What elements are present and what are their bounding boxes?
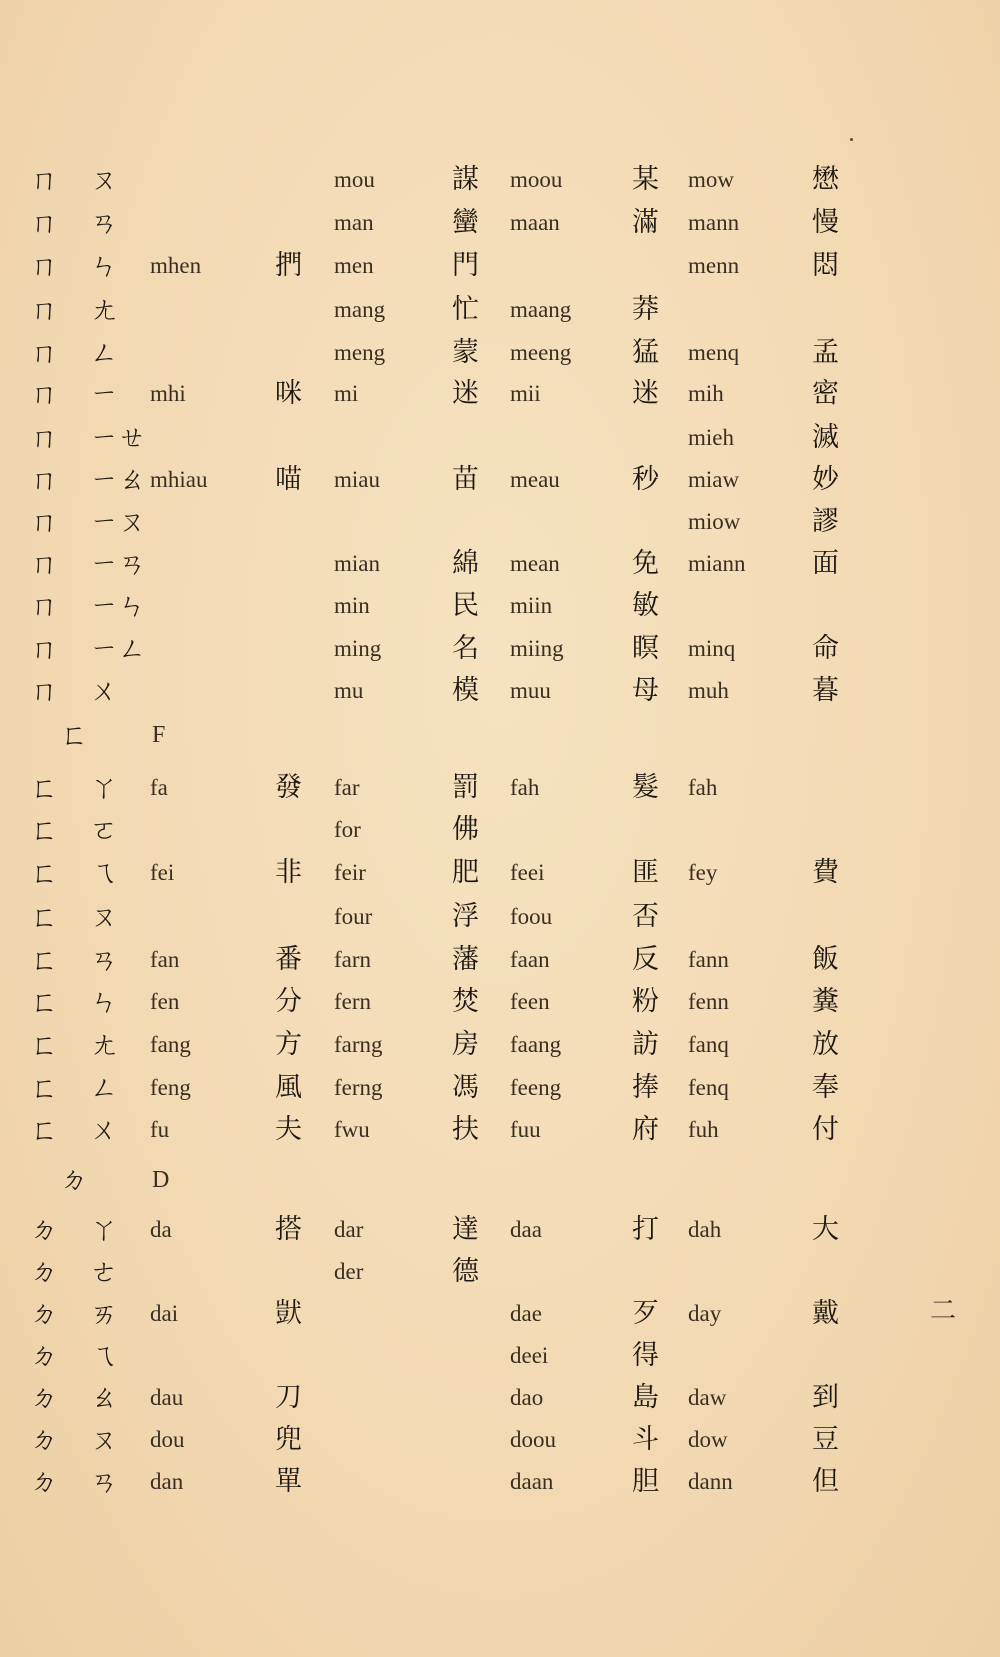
tone3-romanization: feen [510,989,550,1014]
tone4-character: 豆 [812,1424,839,1455]
tone2-romanization: miau [334,467,380,492]
tone3-romanization: doou [510,1427,556,1452]
tone2-romanization: farn [334,947,372,972]
tone4-character: 到 [812,1382,839,1413]
table-row [0,333,1000,373]
table-row [0,940,1000,980]
tone2-romanization: farng [334,1032,383,1057]
tone4-romanization: day [688,1301,722,1326]
zhuyin-final: ㄡ [90,1423,119,1456]
zhuyin-final: ㄣ [90,249,119,282]
tone2-character: 佛 [452,814,479,845]
tone3-character: 免 [632,548,659,579]
zhuyin-final: ㄢ [90,206,119,239]
tone3-romanization: feeng [510,1075,562,1100]
zhuyin-initial: ㄇ [30,674,59,707]
tone4-romanization: miaw [688,467,740,492]
zhuyin-initial: ㄉ [30,1381,59,1414]
tone2-romanization: for [334,817,361,842]
zhuyin-final: ㄛ [90,813,119,846]
tone2-romanization: four [334,904,373,929]
tone4-romanization: fuh [688,1117,719,1142]
section-initial: ㄈ [60,718,89,751]
tone1-romanization: dou [150,1427,185,1452]
zhuyin-initial: ㄈ [30,771,59,804]
tone2-character: 謀 [452,164,479,195]
zhuyin-final: ㄧㄠ [90,463,147,496]
tone1-character: 兜 [275,1424,302,1455]
zhuyin-final: ㄧㄥ [90,632,147,665]
tone1-romanization: fang [150,1032,191,1057]
tone2-character: 德 [452,1256,479,1287]
tone3-character: 髮 [632,772,659,803]
tone2-romanization: ming [334,636,382,661]
tone2-character: 罰 [452,772,479,803]
tone3-character: 某 [632,164,659,195]
zhuyin-initial: ㄈ [30,943,59,976]
zhuyin-initial: ㄈ [30,1113,59,1146]
tone3-romanization: fuu [510,1117,541,1142]
tone4-romanization: mih [688,381,724,406]
section-letter: D [152,1167,170,1193]
tone1-character: 單 [275,1466,302,1497]
table-row [0,460,1000,500]
tone2-character: 扶 [452,1114,479,1145]
tone3-romanization: daa [510,1217,542,1242]
zhuyin-initial: ㄇ [30,293,59,326]
zhuyin-initial: ㄇ [30,163,59,196]
tone1-character: 方 [275,1029,302,1060]
table-row [0,1462,1000,1502]
zhuyin-final: ㄠ [90,1381,119,1414]
table-row [0,1210,1000,1250]
tone2-romanization: mu [334,678,364,703]
table-row [0,982,1000,1022]
table-row [0,246,1000,286]
tone3-character: 反 [632,944,659,975]
zhuyin-initial: ㄈ [30,1028,59,1061]
zhuyin-initial: ㄉ [30,1213,59,1246]
zhuyin-initial: ㄈ [30,900,59,933]
zhuyin-final: ㄢ [90,943,119,976]
tone1-character: 喵 [275,464,302,495]
zhuyin-initial: ㄇ [30,206,59,239]
tone3-character: 府 [632,1114,659,1145]
tone2-character: 浮 [452,901,479,932]
tone2-character: 房 [452,1029,479,1060]
tone1-character: 獃 [275,1298,302,1329]
tone3-romanization: miin [510,593,553,618]
tone2-romanization: ferng [334,1075,383,1100]
tone1-romanization: fan [150,947,180,972]
tone3-character: 島 [632,1382,659,1413]
zhuyin-final: ㄥ [90,1071,119,1104]
zhuyin-final: ㄡ [90,163,119,196]
tone3-romanization: maan [510,210,560,235]
tone4-character: 放 [812,1029,839,1060]
tone4-romanization: fenn [688,989,729,1014]
table-row [0,1110,1000,1150]
zhuyin-initial: ㄇ [30,463,59,496]
tone4-romanization: dah [688,1217,722,1242]
table-row [0,1025,1000,1065]
zhuyin-final: ㄢ [90,1465,119,1498]
table-row [0,1336,1000,1376]
table-row [0,502,1000,542]
zhuyin-final: ㄚ [90,771,119,804]
tone1-romanization: feng [150,1075,191,1100]
tone1-character: 番 [275,944,302,975]
tone4-character: 暮 [812,675,839,706]
tone4-character: 密 [812,378,839,409]
tone2-romanization: min [334,593,370,618]
zhuyin-final: ㄧ [90,377,119,410]
tone4-romanization: menn [688,253,740,278]
zhuyin-initial: ㄈ [30,1071,59,1104]
tone1-romanization: da [150,1217,172,1242]
tone4-romanization: mow [688,167,734,192]
zhuyin-initial: ㄈ [30,813,59,846]
tone4-romanization: mann [688,210,740,235]
tone4-character: 飯 [812,944,839,975]
tone3-character: 否 [632,901,659,932]
zhuyin-initial: ㄇ [30,632,59,665]
tone1-character: 咪 [275,378,302,409]
tone3-character: 猛 [632,337,659,368]
tone4-character: 但 [812,1466,839,1497]
tone4-romanization: fey [688,860,718,885]
tone2-character: 馮 [452,1072,479,1103]
tone4-character: 悶 [812,250,839,281]
zhuyin-final: ㄧㄝ [90,421,147,454]
tone1-character: 夫 [275,1114,302,1145]
tone3-character: 敏 [632,590,659,621]
zhuyin-final: ㄥ [90,336,119,369]
tone3-character: 歹 [632,1298,659,1329]
tone4-character: 糞 [812,986,839,1017]
tone4-character: 大 [812,1214,839,1245]
tone3-romanization: meeng [510,340,572,365]
tone1-character: 風 [275,1072,302,1103]
zhuyin-initial: ㄇ [30,589,59,622]
tone2-character: 模 [452,675,479,706]
tone2-romanization: men [334,253,374,278]
tone3-romanization: daan [510,1469,554,1494]
tone2-romanization: meng [334,340,386,365]
tone4-romanization: miow [688,509,741,534]
tone1-romanization: fu [150,1117,170,1142]
zhuyin-final: ㄞ [90,1297,119,1330]
tone2-character: 苗 [452,464,479,495]
zhuyin-final: ㄨ [90,1113,119,1146]
tone3-romanization: feei [510,860,545,885]
tone4-character: 付 [812,1114,839,1145]
tone4-character: 命 [812,633,839,664]
tone4-romanization: muh [688,678,729,703]
tone1-romanization: fen [150,989,180,1014]
table-row [0,418,1000,458]
table-row [0,1378,1000,1418]
tone3-character: 瞑 [632,633,659,664]
section-letter: F [152,722,166,748]
zhuyin-initial: ㄉ [30,1255,59,1288]
tone4-character: 懋 [812,164,839,195]
zhuyin-initial: ㄇ [30,505,59,538]
tone1-character: 分 [275,986,302,1017]
tone2-character: 藩 [452,944,479,975]
tone3-character: 匪 [632,857,659,888]
tone3-romanization: mean [510,551,560,576]
tone2-romanization: feir [334,860,366,885]
tone4-romanization: minq [688,636,736,661]
tone2-romanization: man [334,210,374,235]
tone2-character: 名 [452,633,479,664]
table-row [0,374,1000,414]
zhuyin-initial: ㄈ [30,856,59,889]
table-row [0,1294,1000,1334]
tone2-romanization: far [334,775,360,800]
table-row [0,810,1000,850]
tone1-character: 刀 [275,1382,302,1413]
zhuyin-final: ㄚ [90,1213,119,1246]
table-row [0,1252,1000,1292]
tone2-romanization: der [334,1259,364,1284]
zhuyin-final: ㄨ [90,674,119,707]
tone4-character: 費 [812,857,839,888]
tone3-character: 莽 [632,294,659,325]
tone3-romanization: mii [510,381,541,406]
table-row [0,853,1000,893]
zhuyin-final: ㄟ [90,1339,119,1372]
tone3-character: 滿 [632,207,659,238]
tone3-romanization: muu [510,678,551,703]
tone3-character: 母 [632,675,659,706]
tone3-romanization: fah [510,775,540,800]
tone4-romanization: dann [688,1469,733,1494]
tone3-romanization: foou [510,904,553,929]
tone4-romanization: menq [688,340,740,365]
zhuyin-initial: ㄈ [30,985,59,1018]
tone4-romanization: miann [688,551,746,576]
zhuyin-final: ㄟ [90,856,119,889]
tone2-character: 肥 [452,857,479,888]
tone3-character: 訪 [632,1029,659,1060]
tone3-romanization: faang [510,1032,562,1057]
zhuyin-final: ㄤ [90,293,119,326]
tone1-character: 發 [275,772,302,803]
tone2-romanization: mian [334,551,380,576]
tone3-romanization: deei [510,1343,549,1368]
zhuyin-initial: ㄇ [30,421,59,454]
ink-speck [850,138,853,141]
tone3-character: 斗 [632,1424,659,1455]
tone2-character: 綿 [452,548,479,579]
tone3-romanization: meau [510,467,560,492]
tone4-character: 面 [812,548,839,579]
tone2-character: 焚 [452,986,479,1017]
zhuyin-final: ㄧㄣ [90,589,147,622]
zhuyin-initial: ㄉ [30,1423,59,1456]
tone1-romanization: fei [150,860,175,885]
zhuyin-initial: ㄇ [30,377,59,410]
table-row [0,671,1000,711]
zhuyin-initial: ㄉ [30,1297,59,1330]
table-row [0,1420,1000,1460]
tone4-romanization: daw [688,1385,727,1410]
tone2-romanization: mang [334,297,386,322]
tone4-character: 妙 [812,464,839,495]
tone1-character: 非 [275,857,302,888]
tone1-romanization: mhiau [150,467,208,492]
tone4-character: 孟 [812,337,839,368]
tone3-romanization: maang [510,297,572,322]
zhuyin-initial: ㄇ [30,336,59,369]
tone4-character: 慢 [812,207,839,238]
tone3-romanization: dao [510,1385,544,1410]
tone1-romanization: dau [150,1385,184,1410]
tone3-romanization: moou [510,167,563,192]
tone2-character: 達 [452,1214,479,1245]
tone4-romanization: fanq [688,1032,729,1057]
tone4-romanization: fann [688,947,729,972]
zhuyin-final: ㄜ [90,1255,119,1288]
tone2-romanization: dar [334,1217,364,1242]
tone4-romanization: mieh [688,425,734,450]
zhuyin-final: ㄧㄢ [90,547,147,580]
table-row [0,160,1000,200]
tone3-character: 捧 [632,1072,659,1103]
table-row [0,586,1000,626]
tone3-character: 得 [632,1340,659,1371]
tone3-romanization: dae [510,1301,542,1326]
table-row [0,1068,1000,1108]
table-row [0,768,1000,808]
tone3-character: 迷 [632,378,659,409]
tone1-romanization: dai [150,1301,179,1326]
zhuyin-initial: ㄉ [30,1465,59,1498]
table-row [0,203,1000,243]
tone1-character: 捫 [275,250,302,281]
page-number: 二 [930,1296,957,1326]
tone3-romanization: miing [510,636,564,661]
zhuyin-final: ㄡ [90,900,119,933]
tone4-character: 戴 [812,1298,839,1329]
tone2-romanization: mou [334,167,375,192]
zhuyin-initial: ㄇ [30,249,59,282]
tone4-romanization: fenq [688,1075,729,1100]
tone3-character: 胆 [632,1466,659,1497]
tone1-character: 搭 [275,1214,302,1245]
tone2-character: 蒙 [452,337,479,368]
zhuyin-initial: ㄉ [30,1339,59,1372]
tone1-romanization: dan [150,1469,184,1494]
tone3-character: 秒 [632,464,659,495]
tone2-character: 忙 [452,294,479,325]
section-header [0,1160,1000,1200]
zhuyin-final: ㄧㄡ [90,505,147,538]
tone2-character: 民 [452,590,479,621]
tone2-romanization: mi [334,381,359,406]
tone3-character: 打 [632,1214,659,1245]
tone2-character: 門 [452,250,479,281]
zhuyin-final: ㄤ [90,1028,119,1061]
tone2-character: 迷 [452,378,479,409]
table-row [0,290,1000,330]
tone1-romanization: mhen [150,253,202,278]
tone3-character: 粉 [632,986,659,1017]
tone2-romanization: fwu [334,1117,370,1142]
tone2-character: 蠻 [452,207,479,238]
table-row [0,897,1000,937]
table-row [0,544,1000,584]
tone4-character: 謬 [812,506,839,537]
zhuyin-final: ㄣ [90,985,119,1018]
tone1-romanization: fa [150,775,168,800]
tone1-romanization: mhi [150,381,186,406]
zhuyin-initial: ㄇ [30,547,59,580]
section-header [0,715,1000,755]
tone2-romanization: fern [334,989,372,1014]
tone4-romanization: dow [688,1427,728,1452]
tone4-character: 滅 [812,422,839,453]
section-initial: ㄉ [60,1163,89,1196]
table-row [0,629,1000,669]
tone4-character: 奉 [812,1072,839,1103]
tone4-romanization: fah [688,775,718,800]
tone3-romanization: faan [510,947,550,972]
